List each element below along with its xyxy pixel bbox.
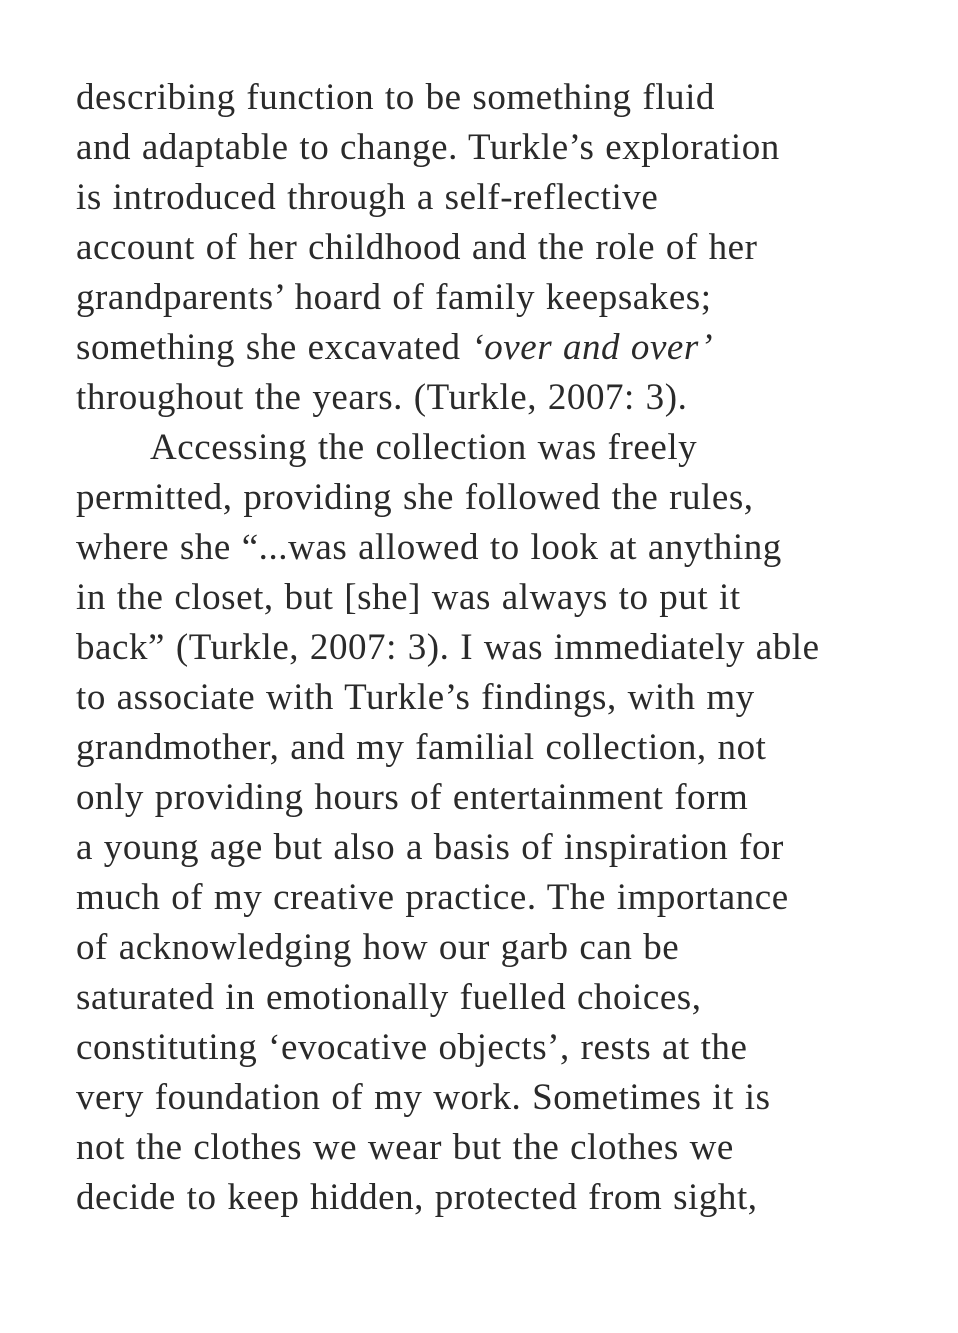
text-line-with-italic — [76, 323, 936, 373]
text-line: decide to keep hidden, protected from sight, — [76, 1177, 758, 1218]
text-line: account of her childhood and the role of her — [76, 227, 758, 268]
text-line: in the closet, but [she] was always to put it — [76, 577, 741, 618]
italic-quote: ‘over and over’ — [471, 327, 714, 368]
text-line: saturated in emotionally fuelled choices, — [76, 977, 702, 1018]
text-line: describing function to be something fluid — [76, 77, 715, 118]
text-line: of acknowledging how our garb can be — [76, 927, 680, 968]
text-line: grandmother, and my familial collection, not — [76, 727, 767, 768]
paragraph-first-line: Accessing the collection was freely — [150, 427, 698, 468]
text-line: a young age but also a basis of inspiration for — [76, 827, 784, 868]
text-line: is introduced through a self-reflective — [76, 177, 659, 218]
text-line: only providing hours of entertainment form — [76, 777, 749, 818]
text-line: and adaptable to change. Turkle’s exploration — [76, 127, 780, 168]
text-line: to associate with Turkle’s findings, with my — [76, 677, 755, 718]
body-text — [76, 73, 936, 1223]
text-line: back” (Turkle, 2007: 3). I was immediately able — [76, 627, 820, 668]
text-line: permitted, providing she followed the rules, — [76, 477, 754, 518]
text-run: something she excavated — [76, 327, 472, 368]
text-line: where she “...was allowed to look at anything — [76, 527, 782, 568]
text-line: not the clothes we wear but the clothes we — [76, 1127, 734, 1168]
text-line: much of my creative practice. The importance — [76, 877, 789, 918]
text-line: grandparents’ hoard of family keepsakes; — [76, 277, 712, 318]
text-line: very foundation of my work. Sometimes it is — [76, 1077, 771, 1118]
text-line: constituting ‘evocative objects’, rests at the — [76, 1027, 748, 1068]
text-line: throughout the years. (Turkle, 2007: 3). — [76, 377, 688, 418]
